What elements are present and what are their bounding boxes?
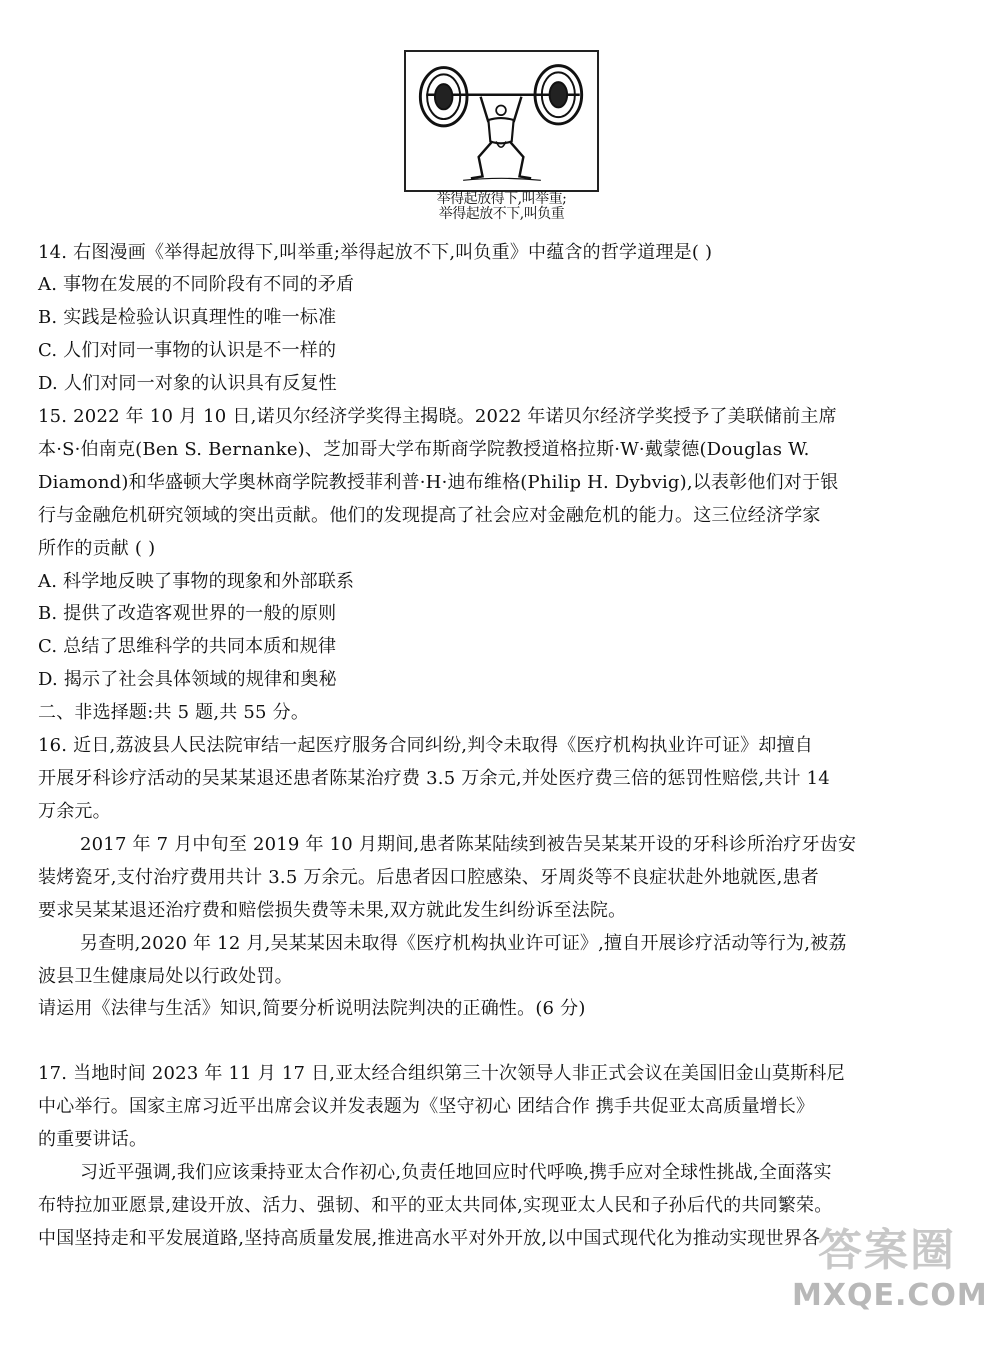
question-16-line-1: 16. 近日,荔波县人民法院审结一起医疗服务合同纠纷,判令未取得《医疗机构执业许可证》却擅自 [38, 735, 813, 756]
question-17-para-2-line-2: 布特拉加亚愿景,建设开放、活力、强韧、和平的亚太共同体,实现亚太人民和子孙后代的共同繁荣。 [38, 1195, 833, 1216]
question-17-line-1: 17. 当地时间 2023 年 11 月 17 日,亚太经合组织第三十次领导人非正式会议在美国旧金山莫斯科尼 [38, 1063, 845, 1084]
question-16-para-2-line-2: 装烤瓷牙,支付治疗费用共计 3.5 万余元。后患者因口腔感染、牙周炎等不良症状赴外地就医,患者 [38, 867, 819, 888]
question-15-line-5: 所作的贡献 ( ) [38, 538, 156, 559]
q15-option-c: C. 总结了思维科学的共同本质和规律 [38, 636, 337, 657]
q14-option-c: C. 人们对同一事物的认识是不一样的 [38, 340, 337, 361]
question-17-line-2: 中心举行。国家主席习近平出席会议并发表题为《坚守初心 团结合作 携手共促亚太高质量增长》 [38, 1096, 815, 1117]
caption-line-1: 举得起放得下,叫举重; [436, 191, 567, 207]
question-16-line-2: 开展牙科诊疗活动的吴某某退还患者陈某治疗费 3.5 万余元,并处医疗费三倍的惩罚性赔偿,共计 14 [38, 768, 830, 789]
caption-line-2: 举得起放不下,叫负重 [438, 206, 565, 222]
q14-option-d: D. 人们对同一对象的认识具有反复性 [38, 373, 337, 394]
question-17-line-3: 的重要讲话。 [38, 1129, 148, 1150]
q15-option-b: B. 提供了改造客观世界的一般的原则 [38, 603, 337, 624]
question-17-para-2-line-3: 中国坚持走和平发展道路,坚持高质量发展,推进高水平对外开放,以中国式现代化为推动实现世界各 [38, 1228, 821, 1249]
q15-option-d: D. 揭示了社会具体领域的规律和奥秘 [38, 669, 337, 690]
question-16-para-3-line-2: 波县卫生健康局处以行政处罚。 [38, 966, 293, 987]
question-16-prompt: 请运用《法律与生活》知识,简要分析说明法院判决的正确性。(6 分) [38, 998, 586, 1019]
question-14-stem: 14. 右图漫画《举得起放得下,叫举重;举得起放不下,叫负重》中蕴含的哲学道理是( ) [38, 242, 713, 263]
weightlifter-illustration [406, 52, 597, 190]
question-15-line-2: 本·S·伯南克(Ben S. Bernanke)、芝加哥大学布斯商学院教授道格拉斯·W·戴蒙德(Douglas W. [38, 439, 810, 460]
q14-option-b: B. 实践是检验认识真理性的唯一标准 [38, 307, 337, 328]
watermark-logo: 答案圈 [818, 1225, 956, 1276]
q14-option-a: A. 事物在发展的不同阶段有不同的矛盾 [38, 274, 355, 295]
question-16-para-2-line-3: 要求吴某某退还治疗费和赔偿损失费等未果,双方就此发生纠纷诉至法院。 [38, 900, 627, 921]
q15-option-a: A. 科学地反映了事物的现象和外部联系 [38, 571, 355, 592]
question-16-line-3: 万余元。 [38, 801, 111, 822]
site-watermark [792, 1223, 988, 1333]
question-15-line-3: Diamond)和华盛顿大学奥林商学院教授菲利普·H·迪布维格(Philip H. Dybvig),以表彰他们对于银 [38, 472, 839, 493]
question-15-line-1: 15. 2022 年 10 月 10 日,诺贝尔经济学奖得主揭晓。2022 年诺贝尔经济学奖授予了美联储前主席 [38, 406, 837, 427]
weightlifting-cartoon [404, 50, 599, 192]
question-15-line-4: 行与金融危机研究领域的突出贡献。他们的发现提高了社会应对金融危机的能力。这三位经济学家 [38, 505, 821, 526]
watermark-site: MXQE.COM [792, 1278, 988, 1313]
question-16-para-2-line-1: 2017 年 7 月中旬至 2019 年 10 月期间,患者陈某陆续到被告吴某某开设的牙科诊所治疗牙齿安 [80, 834, 857, 855]
section-heading: 二、非选择题:共 5 题,共 55 分。 [38, 702, 310, 723]
cartoon-caption [404, 192, 599, 222]
question-17-para-2-line-1: 习近平强调,我们应该秉持亚太合作初心,负责任地回应时代呼唤,携手应对全球性挑战,全面落实 [80, 1162, 832, 1183]
question-16-para-3-line-1: 另查明,2020 年 12 月,吴某某因未取得《医疗机构执业许可证》,擅自开展诊疗活动等行为,被荔 [80, 933, 847, 954]
